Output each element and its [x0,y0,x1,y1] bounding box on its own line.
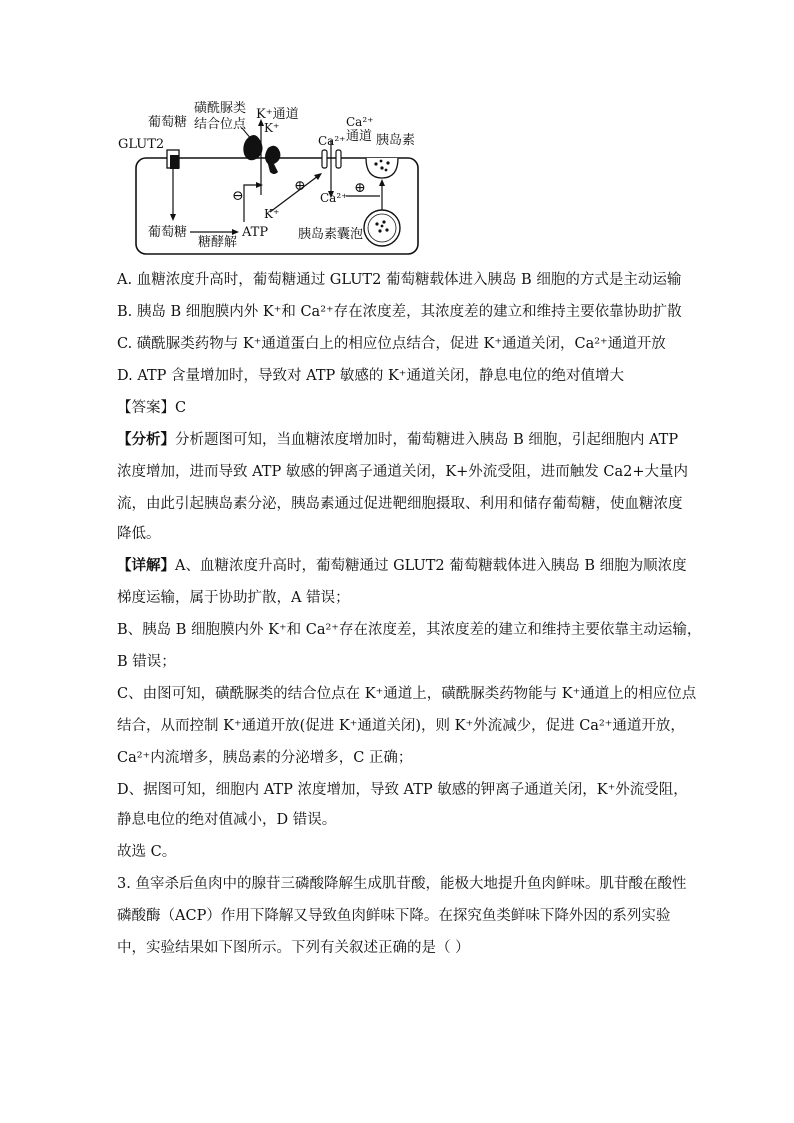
detail-line-3: B、胰岛 B 细胞膜内外 K⁺和 Ca²⁺存在浓度差，其浓度差的建立和维持主要依靠主动运输， [117,622,702,638]
question3-line-2: 磷酸酶（ACP）作用下降解又导致鱼肉鲜味下降。在探究鱼类鲜味下降外因的系列实验 [117,908,671,924]
label-atp: ATP [242,225,269,240]
glut2-carrier-icon [167,150,179,169]
label-insulin: 胰岛素 [376,133,416,148]
analysis-line-1 [117,428,678,449]
detail-line-4: B 错误； [117,654,176,670]
minus-sign-icon: ⊖ [232,188,244,204]
label-k-ion-top: K⁺ [264,121,280,135]
label-k-ion-bottom: K⁺ [264,207,280,221]
analysis-tag: 【分析】 [117,431,175,448]
plus-sign-icon-1: ⊕ [294,178,306,194]
label-glucose-bottom: 葡萄糖 [148,225,188,240]
analysis-line-4: 降低。 [117,526,161,542]
label-glucose-top: 葡萄糖 [148,115,188,130]
label-insulin-vesicle: 胰岛素囊泡 [298,227,364,242]
detail-line-1 [117,554,687,575]
option-a: A. 血糖浓度升高时，葡萄糖通过 GLUT2 葡萄糖载体进入胰岛 B 细胞的方式是主动运输 [117,272,682,288]
detail-line-6: 结合，从而控制 K⁺通道开放(促进 K⁺通道关闭)，则 K⁺外流减少，促进 Ca²⁺通道开放， [117,718,685,734]
detail-text-1: A、血糖浓度升高时，葡萄糖通过 GLUT2 葡萄糖载体进入胰岛 B 细胞为顺浓度 [175,558,687,574]
analysis-line-2: 浓度增加，进而导致 ATP 敏感的钾离子通道关闭，K+外流受阻，进而触发 Ca2+大量内 [117,464,689,480]
option-c: C. 磺酰脲类药物与 K⁺通道蛋白上的相应位点结合，促进 K⁺通道关闭，Ca²⁺通道开放 [117,336,666,352]
label-glycolysis: 糖酵解 [198,235,238,250]
insulin-secretion-icon [366,158,398,178]
analysis-line-3: 流，由此引起胰岛素分泌，胰岛素通过促进靶细胞摄取、利用和储存葡萄糖，使血糖浓度 [117,496,683,512]
option-b: B. 胰岛 B 细胞膜内外 K⁺和 Ca²⁺存在浓度差，其浓度差的建立和维持主要依靠协助扩散 [117,304,682,320]
detail-tag: 【详解】 [117,557,175,574]
islet-b-cell-diagram [118,100,448,260]
label-ca-inside: Ca²⁺ [320,191,348,205]
detail-line-8: D、据图可知，细胞内 ATP 浓度增加，导致 ATP 敏感的钾离子通道关闭，K⁺外流受阻， [117,782,688,798]
question3-line-1: 3. 鱼宰杀后鱼肉中的腺苷三磷酸降解生成肌苷酸，能极大地提升鱼肉鲜味。肌苷酸在酸性 [117,876,687,892]
answer: 【答案】C [117,400,187,416]
label-ca-left: Ca²⁺ [318,134,346,148]
question3-line-3: 中，实验结果如下图所示。下列有关叙述正确的是（ ） [117,940,470,956]
plus-sign-icon-2: ⊕ [354,180,366,196]
detail-line-5: C、由图可知，磺酰脲类的结合位点在 K⁺通道上，磺酰脲类药物能与 K⁺通道上的相应位点 [117,686,697,702]
label-ca-channel-word: 通道 [346,129,373,144]
detail-line-2: 梯度运输，属于协助扩散，A 错误； [117,590,350,606]
label-ca-channel-ion: Ca²⁺ [346,115,374,129]
label-glut2: GLUT2 [118,137,165,152]
analysis-text-1: 分析题图可知，当血糖浓度增加时，葡萄糖进入胰岛 B 细胞，引起细胞内 ATP [175,432,679,448]
insulin-vesicle-icon [364,210,400,246]
detail-line-9: 静息电位的绝对值减小，D 错误。 [117,812,337,828]
detail-line-7: Ca²⁺内流增多，胰岛素的分泌增多，C 正确； [117,750,413,766]
detail-line-10: 故选 C。 [117,844,177,860]
label-sulfonylurea-1: 磺酰脲类 [194,101,247,116]
label-k-channel: K⁺通道 [256,107,299,122]
option-d: D. ATP 含量增加时，导致对 ATP 敏感的 K⁺通道关闭，静息电位的绝对值增大 [117,368,624,384]
atp-inhibition-arrow [244,185,258,222]
label-sulfonylurea-2: 结合位点 [194,117,247,132]
